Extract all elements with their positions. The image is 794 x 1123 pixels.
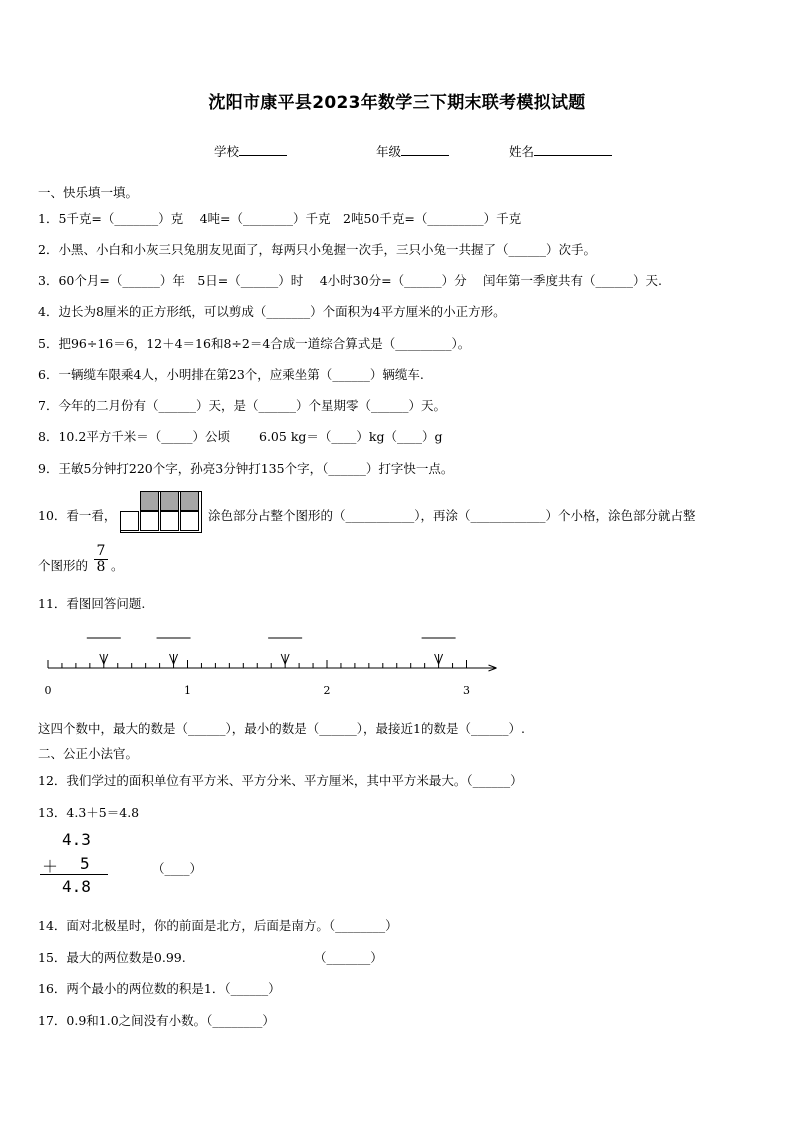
question-10-period: 。 — [111, 558, 124, 573]
page-title: 沈阳市康平县2023年数学三下期末联考模拟试题 — [208, 93, 586, 113]
question-12: 12．我们学过的面积单位有平方米、平方分米、平方厘米，其中平方米最大。（______） — [38, 773, 523, 788]
number-line-label: 3 — [463, 684, 470, 697]
section-2-heading: 二、公正小法官。 — [38, 746, 139, 761]
school-label: 学校 — [214, 144, 240, 159]
question-8: 8．10.2平方千米＝（_____）公顷 6.05 kg＝（____）kg（____）g — [38, 429, 443, 444]
number-line-marker — [100, 654, 108, 664]
question-13: 13．4.3＋5＝4.8 — [38, 805, 140, 820]
question-15-answer-blank[interactable]: （_______） — [314, 950, 383, 965]
question-17: 17．0.9和1.0之间没有小数。（________） — [38, 1013, 275, 1028]
grade-label: 年级 — [376, 144, 402, 159]
number-line-label: 2 — [323, 684, 331, 697]
number-line-marker — [170, 654, 178, 664]
number-line — [45, 638, 497, 697]
question-6: 6．一辆缆车限乘4人，小明排在第23个，应乘坐第（______）辆缆车. — [38, 367, 424, 382]
question-14: 14．面对北极星时，你的前面是北方，后面是南方。（________） — [38, 918, 398, 933]
vertical-calc-addend: 5 — [80, 854, 90, 873]
vertical-calc-plus: ＋ — [42, 857, 59, 876]
question-2: 2．小黑、小白和小灰三只兔朋友见面了，每两只小兔握一次手，三只小兔一共握了（______）次手。 — [38, 242, 596, 257]
number-line-marker — [435, 654, 443, 664]
grade-field[interactable] — [376, 142, 449, 160]
fraction-denominator: 8 — [96, 559, 106, 575]
question-5: 5．把96÷16＝6，12＋4＝16和8÷2＝4合成一道综合算式是（_________）。 — [38, 336, 471, 351]
grid-cell-blank — [120, 491, 141, 511]
school-blank[interactable] — [239, 143, 287, 156]
question-9: 9．王敏5分钟打220个字，孙亮3分钟打135个字，（______）打字快一点。 — [38, 461, 454, 476]
question-10-tail: 个图形的 — [38, 558, 89, 573]
vertical-calc-rule — [40, 874, 108, 875]
question-16: 16．两个最小的两位数的积是1．（______） — [38, 981, 281, 996]
name-label: 姓名 — [509, 144, 535, 159]
question-11: 11．看图回答问题. — [38, 596, 146, 611]
school-field[interactable] — [214, 142, 287, 160]
question-15: 15．最大的两位数是0.99. — [38, 950, 186, 965]
number-line-marker — [281, 654, 289, 664]
grade-blank[interactable] — [401, 143, 449, 156]
question-3: 3．60个月=（______）年 5日=（______）时 4小时30分=（______）分 闰年第一季度共有（______）天. — [38, 273, 663, 288]
shaded-grid-figure — [120, 491, 202, 533]
question-7: 7．今年的二月份有（______）天，是（______）个星期零（______）天。 — [38, 398, 446, 413]
number-line-figure — [30, 628, 520, 700]
fraction-numerator: 7 — [94, 544, 108, 560]
name-field[interactable] — [509, 142, 612, 160]
name-blank[interactable] — [534, 143, 612, 156]
fraction-seven-eighths — [94, 544, 108, 575]
vertical-calc-top: 4.3 — [62, 830, 91, 849]
number-line-label: 0 — [44, 684, 52, 697]
number-line-label: 1 — [184, 684, 191, 697]
section-1-heading: 一、快乐填一填。 — [38, 185, 139, 200]
question-11-prompt: 这四个数中，最大的数是（______），最小的数是（______），最接近1的数是（______）. — [38, 721, 525, 736]
question-13-answer-blank[interactable]: （____） — [152, 861, 203, 876]
question-10-text: 涂色部分占整个图形的（___________），再涂（____________）个小格，涂色部分就占整 — [208, 508, 696, 523]
question-10-lead: 10．看一看， — [38, 508, 117, 523]
question-4: 4．边长为8厘米的正方形纸，可以剪成（_______）个面积为4平方厘米的小正方形。 — [38, 304, 506, 319]
question-1: 1．5千克=（_______）克 4吨=（________）千克 2吨50千克=（_________）千克 — [38, 211, 522, 226]
vertical-calc-result: 4.8 — [62, 877, 91, 896]
